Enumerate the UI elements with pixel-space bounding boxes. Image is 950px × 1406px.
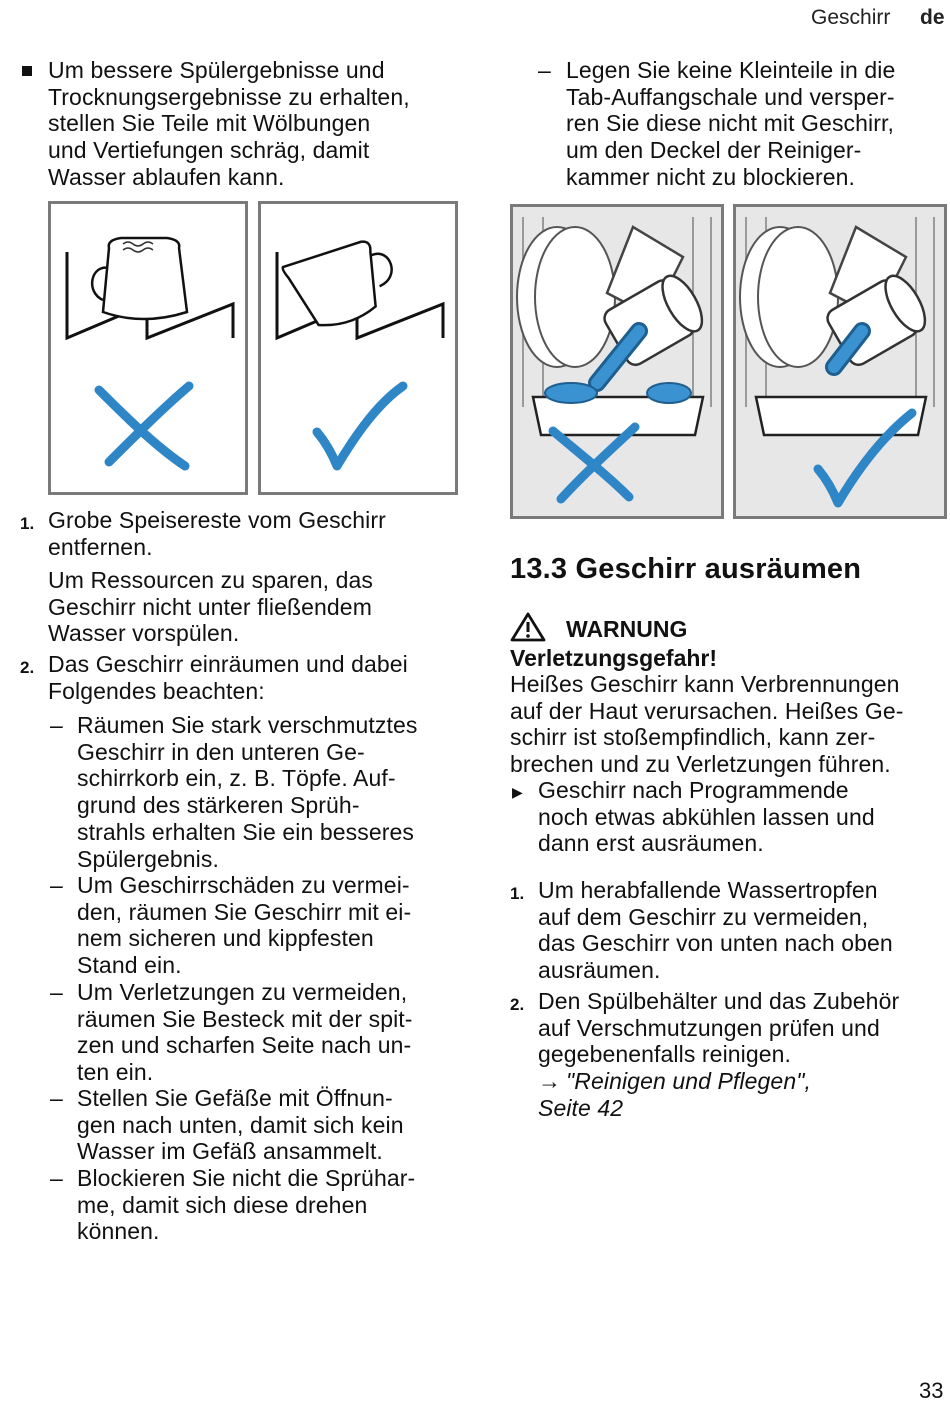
unload-step-2-text: Den Spülbehälter und das Zubehör auf Verschmutzungen prüfen und gegebenenfalls reinigen. — [538, 988, 900, 1068]
unload-step-1-text: Um herabfallende Wassertropfen auf dem Geschirr zu vermeiden, das Geschirr von unten nach oben ausräumen. — [538, 877, 893, 984]
warning-triangle-icon — [510, 612, 546, 642]
dash-marker: – — [50, 979, 63, 1005]
step-1-note: Um Ressourcen zu sparen, das Geschirr nicht unter fließendem Wasser vorspülen. — [48, 567, 373, 647]
dash-marker: – — [50, 872, 63, 898]
dash-marker: – — [538, 57, 551, 83]
sub-item-cutlery: Um Verletzungen zu vermeiden, räumen Sie Besteck mit der spit- zen und scharfen Seite nach un- ten ein. — [77, 979, 413, 1086]
dash-marker: – — [50, 1085, 63, 1111]
square-bullet-icon — [22, 66, 32, 76]
page-number: 33 — [919, 1378, 944, 1403]
step-number: 1. — [20, 514, 35, 533]
dash-marker: – — [50, 712, 63, 738]
step-2-text: Das Geschirr einräumen und dabei Folgendes beachten: — [48, 651, 408, 704]
header-language: de — [920, 6, 945, 29]
illustration-cup-correct — [258, 201, 458, 495]
header-section: Geschirr — [811, 6, 891, 29]
illustration-tray-clear — [733, 204, 947, 519]
warning-label: WARNUNG — [566, 616, 688, 642]
sub-item-spray-arms: Blockieren Sie nicht die Sprühar- me, damit sich diese drehen können. — [77, 1165, 416, 1245]
warning-text: Heißes Geschirr kann Verbrennungen auf der Haut verursachen. Heißes Ge- schirr ist stoßempfindlich, kann zer- brechen und zu Verletzungen führen. — [510, 671, 904, 778]
reference-page[interactable]: Seite 42 — [538, 1095, 624, 1121]
cross-mark-icon — [99, 386, 189, 466]
warning-subtitle: Verletzungsgefahr! — [510, 645, 718, 671]
illustration-tray-blocked — [510, 204, 724, 519]
step-1-text: Grobe Speisereste vom Geschirr entfernen. — [48, 507, 386, 560]
check-mark-icon — [317, 386, 403, 466]
step-number: 1. — [510, 884, 525, 903]
section-heading: 13.3 Geschirr ausräumen — [510, 553, 862, 585]
sub-item-openings-down: Stellen Sie Gefäße mit Öffnun- gen nach unten, damit sich kein Wasser im Gefäß ansammelt. — [77, 1085, 404, 1165]
step-number: 2. — [510, 995, 525, 1014]
dash-marker: – — [50, 1165, 63, 1191]
reference-link[interactable]: "Reinigen und Pflegen", — [566, 1068, 811, 1094]
illustration-cup-wrong — [48, 201, 248, 495]
action-text: Geschirr nach Programmende noch etwas abkühlen lassen und dann erst ausräumen. — [538, 777, 875, 857]
reference-arrow-icon: → — [538, 1068, 562, 1094]
tip-tab-tray: Legen Sie keine Kleinteile in die Tab-Auffangschale und versper- ren Sie diese nicht mit Geschirr, um den Deckel der Reiniger- kammer nicht zu blockieren. — [566, 57, 896, 190]
step-number: 2. — [20, 658, 35, 677]
action-triangle-icon: ▶ — [512, 784, 523, 800]
sub-item-heavy-soiled: Räumen Sie stark verschmutztes Geschirr in den unteren Ge- schirrkorb ein, z. B. Töpfe. Auf- grund des stärkeren Sprüh- strahls erhalten Sie ein besseres Spülergebnis. — [77, 712, 418, 872]
tip-tilted-items: Um bessere Spülergebnisse und Trocknungsergebnisse zu erhalten, stellen Sie Teile mit Wölbungen und Vertiefungen schräg, damit Wasser ablaufen kann. — [48, 57, 410, 190]
sub-item-stable-stand: Um Geschirrschäden zu vermei- den, räumen Sie Geschirr mit ei- nem sicheren und kippfesten Stand ein. — [77, 872, 412, 979]
